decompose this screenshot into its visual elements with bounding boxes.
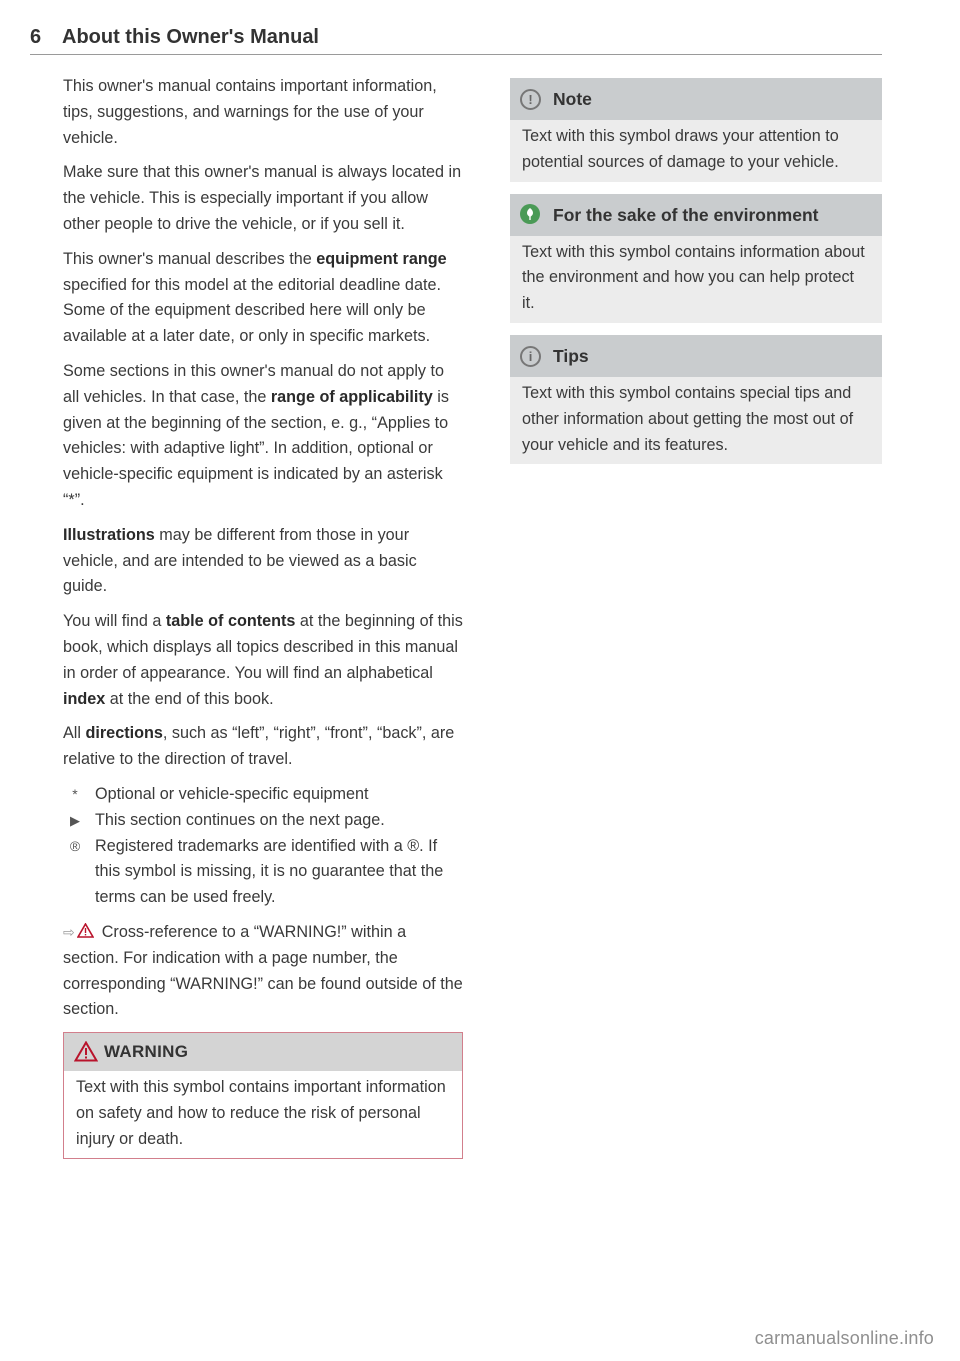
page-number: 6 — [30, 26, 42, 48]
asterisk-icon: * — [72, 785, 78, 802]
symbol-legend — [63, 782, 463, 911]
page-header — [30, 22, 882, 55]
tips-header — [510, 335, 882, 377]
tips-title: Tips — [553, 345, 589, 366]
warning-text: Text with this symbol contains important information on safety and how to reduce the risk of personal injury or death. — [76, 1078, 446, 1148]
right-column — [510, 78, 882, 476]
warning-triangle-icon — [77, 923, 94, 938]
warning-box — [63, 1032, 463, 1159]
environment-text: Text with this symbol contains information about the environment and how you can help protect it. — [522, 242, 865, 313]
intro-paragraph: This owner's manual contains important information, tips, suggestions, and warnings for the use of your vehicle. — [63, 77, 437, 147]
legend-item-continues: ▶ This section continues on the next page. — [63, 808, 463, 834]
tips-text: Text with this symbol contains special tips and other information about getting the most out of your vehicle and its features. — [522, 383, 854, 454]
tips-box — [510, 335, 882, 464]
cross-reference-paragraph: ⇨ Cross-reference to a “WARNING!” within a section. For indication with a page number, the corresponding “WARNING!” can be found outside of the section. — [63, 922, 463, 1019]
directions-paragraph: All directions, such as “left”, “right”, “front”, “back”, are relative to the direction of travel. — [63, 724, 455, 769]
registered-icon: ® — [69, 837, 81, 854]
environment-header — [510, 194, 882, 236]
info-circle-icon: i — [520, 346, 541, 367]
note-box — [510, 78, 882, 182]
warning-triangle-icon — [74, 1041, 98, 1062]
note-title: Note — [553, 89, 592, 109]
illustrations-paragraph: Illustrations may be different from those in your vehicle, and are intended to be viewed as a basic guide. — [63, 525, 417, 596]
left-column — [63, 74, 463, 1159]
environment-box — [510, 194, 882, 323]
contents-paragraph: You will find a table of contents at the beginning of this book, which displays all topics described in this manual in order of appearance. You will find an alphabetical index at the end of this book. — [63, 612, 463, 708]
environment-title: For the sake of the environment — [553, 204, 819, 225]
arrow-right-icon: ▶ — [70, 812, 80, 828]
warning-header — [64, 1033, 462, 1071]
tree-leaf-icon — [520, 204, 540, 224]
equipment-paragraph: This owner's manual describes the equipment range specified for this model at the editorial deadline date. Some of the equipment described here will only be available at a later date, or only in specific markets. — [63, 249, 447, 346]
note-text: Text with this symbol draws your attention to potential sources of damage to your vehicle. — [522, 127, 839, 171]
location-paragraph: Make sure that this owner's manual is always located in the vehicle. This is especially important if you allow other people to drive the vehicle, or if you sell it. — [63, 163, 462, 233]
watermark-link[interactable]: carmanualsonline.info — [754, 1328, 934, 1348]
cross-ref-arrow-icon: ⇨ — [63, 923, 75, 940]
legend-item-trademark: ® Registered trademarks are identified with a ®. If this symbol is missing, it is no guarantee that the terms can be used freely. — [63, 834, 463, 911]
warning-title: WARNING — [104, 1042, 189, 1062]
section-title: About this Owner's Manual — [62, 26, 319, 48]
legend-item-asterisk: * Optional or vehicle-specific equipment — [63, 782, 463, 808]
note-header — [510, 78, 882, 120]
applicability-paragraph: Some sections in this owner's manual do not apply to all vehicles. In that case, the range of applicability is given at the beginning of the section, e. g., “Applies to vehicles: with adaptive light”. In addition, optional or vehicle-specific equipment is indicated by an asterisk “*”. — [63, 361, 449, 509]
exclamation-circle-icon: ! — [520, 89, 541, 110]
